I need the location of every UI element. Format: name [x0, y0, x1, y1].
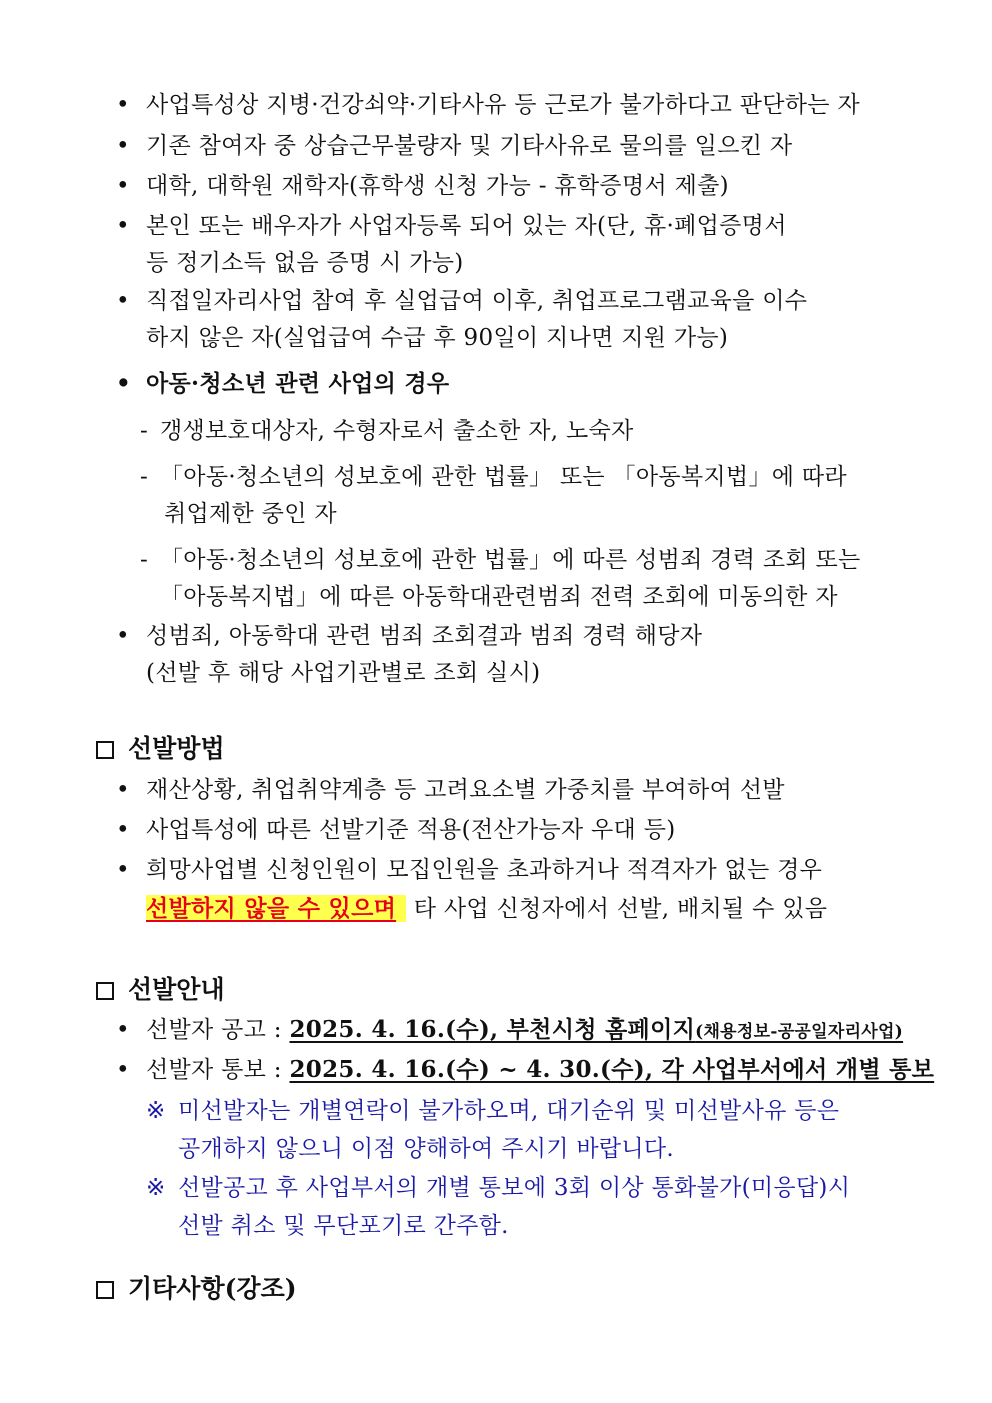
list-item: • 선발자 통보 : 2025. 4. 16.(수) ~ 4. 30.(수), 각 사업부서에서 개별 통보 [116, 1056, 935, 1083]
list-item: • 희망사업별 신청인원이 모집인원을 초과하거나 적격자가 없는 경우 [116, 857, 823, 883]
bullet-icon: • [116, 1057, 130, 1083]
note-continuation: 공개하지 않으니 이점 양해하여 주시기 바랍니다. [178, 1136, 675, 1162]
list-item: • 사업특성상 지병·건강쇠약·기타사유 등 근로가 불가하다고 판단하는 자 [116, 92, 860, 118]
note-item: ※ 선발공고 후 사업부서의 개별 통보에 3회 이상 통화불가(미응답)시 [146, 1175, 851, 1201]
notify-date: 2025. 4. 16.(수) ~ 4. 30.(수), 각 사업부서에서 개별 통보 [289, 1056, 935, 1083]
sub-list-item: - 「아동·청소년의 성보호에 관한 법률」 또는 「아동복지법」에 따라 [140, 464, 847, 490]
bullet-icon: • [116, 370, 132, 397]
list-item-continuation: 등 정기소득 없음 증명 시 가능) [146, 250, 464, 276]
bullet-icon: • [116, 92, 130, 118]
list-item: • 기존 참여자 중 상습근무불량자 및 기타사유로 물의를 일으킨 자 [116, 133, 793, 159]
sub-list-item: - 「아동·청소년의 성보호에 관한 법률」에 따른 성범죄 경력 조회 또는 [140, 547, 861, 573]
list-item: • 재산상황, 취업취약계층 등 고려요소별 가중치를 부여하여 선발 [116, 777, 785, 803]
note-continuation: 선발 취소 및 무단포기로 간주함. [178, 1213, 509, 1239]
list-item: • 선발자 공고 : 2025. 4. 16.(수), 부천시청 홈페이지(채용정보-공공일자리사업) [116, 1016, 904, 1043]
bullet-icon: • [116, 857, 130, 883]
list-item-continuation: 선발하지 않을 수 있으며 타 사업 신청자에서 선발, 배치될 수 있음 [146, 895, 828, 922]
checkbox-square-icon [96, 741, 114, 759]
bullet-icon: • [116, 213, 130, 239]
list-item-continuation: 하지 않은 자(실업급여 수급 후 90일이 지나면 지원 가능) [146, 325, 729, 351]
bullet-icon: • [116, 1017, 130, 1043]
bullet-icon: • [116, 623, 130, 649]
sub-list-item-continuation: 취업제한 중인 자 [164, 501, 337, 527]
list-item-continuation: (선발 후 해당 사업기관별로 조회 실시) [146, 660, 541, 686]
note-item: ※ 미선발자는 개별연락이 불가하오며, 대기순위 및 미선발사유 등은 [146, 1098, 840, 1124]
reference-mark-icon: ※ [146, 1175, 166, 1201]
checkbox-square-icon [96, 982, 114, 1000]
youth-heading: • 아동·청소년 관련 사업의 경우 [116, 370, 450, 397]
section-heading: 선발안내 [96, 974, 225, 1006]
bullet-icon: • [116, 817, 130, 843]
reference-mark-icon: ※ [146, 1098, 166, 1124]
list-item: • 사업특성에 따른 선발기준 적용(전산가능자 우대 등) [116, 817, 676, 843]
bullet-icon: • [116, 173, 130, 199]
section-heading: 기타사항(강조) [96, 1273, 297, 1305]
announce-date: 2025. 4. 16.(수), 부천시청 홈페이지(채용정보-공공일자리사업) [289, 1016, 904, 1043]
list-item: • 성범죄, 아동학대 관련 범죄 조회결과 범죄 경력 해당자 [116, 623, 703, 649]
sub-list-item: - 갱생보호대상자, 수형자로서 출소한 자, 노숙자 [140, 418, 634, 444]
bullet-icon: • [116, 777, 130, 803]
bullet-icon: • [116, 288, 130, 314]
bullet-icon: • [116, 133, 130, 159]
section-heading: 선발방법 [96, 733, 225, 765]
checkbox-square-icon [96, 1281, 114, 1299]
list-item: • 직접일자리사업 참여 후 실업급여 이후, 취업프로그램교육을 이수 [116, 288, 808, 314]
list-item: • 대학, 대학원 재학자(휴학생 신청 가능 - 휴학증명서 제출) [116, 173, 729, 199]
list-item: • 본인 또는 배우자가 사업자등록 되어 있는 자(단, 휴·폐업증명서 [116, 213, 787, 239]
highlight-text: 선발하지 않을 수 있으며 [146, 895, 406, 922]
sub-list-item-continuation: 「아동복지법」에 따른 아동학대관련범죄 전력 조회에 미동의한 자 [160, 584, 838, 610]
